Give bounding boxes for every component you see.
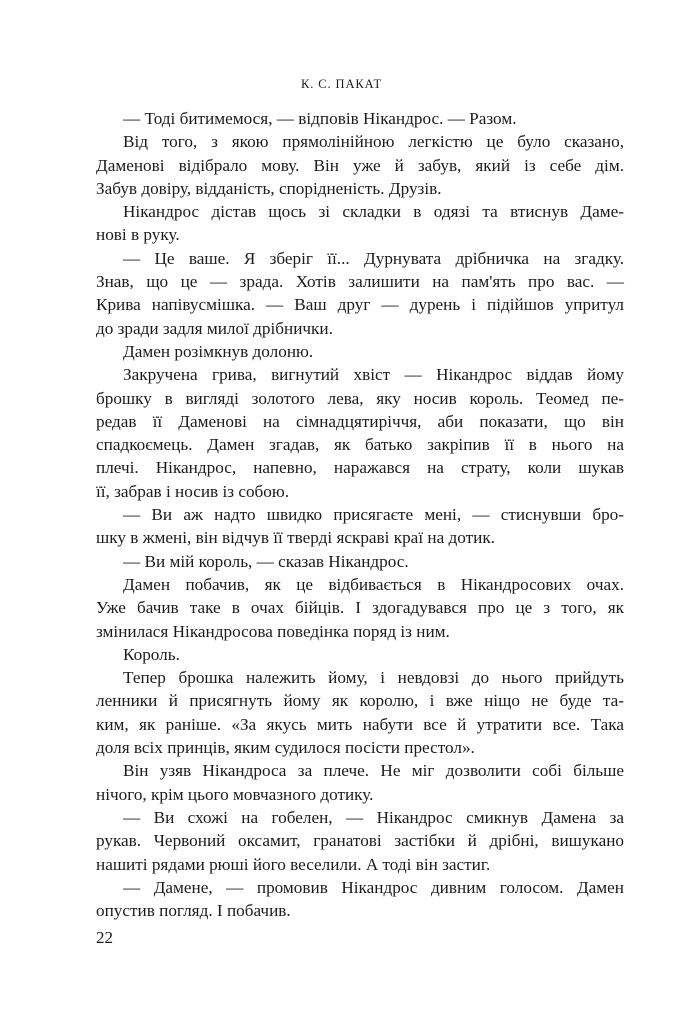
text-line: Він узяв Нікандроса за плече. Не міг дозволити собі більше xyxy=(123,761,624,781)
text-line: спадкоємець. Дамен згадав, як батько закріпив її в нього на xyxy=(96,435,624,455)
text-line: доля всіх принців, яким судилося посісти престол». xyxy=(96,738,475,758)
text-line: — Ви мій король, — сказав Нікандрос. xyxy=(123,551,409,571)
text-line: — Дамене, — промовив Нікандрос дивним голосом. Дамен xyxy=(123,877,624,897)
text-line: — Тоді битимемося, — відповів Нікандрос. — Разом. xyxy=(123,109,517,128)
text-line: ким, як раніше. «За якусь мить набути все й утратити все. Така xyxy=(96,714,624,734)
text-line: брошку в вигляді золотого лева, яку носив король. Теомед пе- xyxy=(96,388,624,408)
text-line: ленники й присягнуть йому як королю, і вже ніщо не буде та- xyxy=(96,691,624,711)
text-line: нічого, крім цього мовчазного дотику. xyxy=(96,784,374,804)
body-text xyxy=(96,107,624,922)
text-line: Нікандрос дістав щось зі складки в одязі та втиснув Даме- xyxy=(123,202,624,222)
text-line: нашиті рядами рюші його веселили. А тоді він застиг. xyxy=(96,854,491,874)
text-line: Тепер брошка належить йому, і невдовзі до нього прийдуть xyxy=(123,668,624,688)
text-line: Закручена грива, вигнутий хвіст — Нікандрос віддав йому xyxy=(123,365,624,385)
text-line: Король. xyxy=(123,644,180,664)
text-line: рукав. Червоний оксамит, гранатові застібки й дрібні, вишукано xyxy=(96,831,624,851)
text-line: змінилася Нікандросова поведінка поряд із ним. xyxy=(96,621,450,641)
text-line: опустив погляд. І побачив. xyxy=(96,901,291,921)
text-line: Крива напівусмішка. — Ваш друг — дурень і підійшов упритул xyxy=(96,295,624,315)
text-line: — Ви схожі на гобелен, — Нікандрос смикнув Дамена за xyxy=(123,807,624,827)
text-line: Даменові відібрало мову. Він уже й забув, який із себе дім. xyxy=(96,155,624,175)
text-line: нові в руку. xyxy=(96,225,180,245)
text-line: редав її Даменові на сімнадцятиріччя, аби показати, що він xyxy=(96,411,624,431)
running-head: К. С. ПАКАТ xyxy=(300,77,383,91)
text-line: Уже бачив таке в очах бійців. І здогадувався про це з того, як xyxy=(96,598,624,618)
text-line: Від того, з якою прямолінійною легкістю це було сказано, xyxy=(123,132,624,152)
text-line: до зради задля милої дрібнички. xyxy=(96,318,333,338)
page-number: 22 xyxy=(96,928,113,947)
text-line: плечі. Нікандрос, напевно, наражався на страту, коли шукав xyxy=(96,458,624,478)
text-line: шку в жмені, він відчув її тверді яскраві краї на дотик. xyxy=(96,528,495,548)
text-line: її, забрав і носив із собою. xyxy=(96,481,290,501)
text-line: Дамен розімкнув долоню. xyxy=(123,341,314,361)
text-line: — Це ваше. Я зберіг її... Дурнувата дрібничка на згадку. xyxy=(123,248,624,268)
text-line: Забув довіру, відданість, спорідненість. Друзів. xyxy=(96,178,442,198)
text-line: — Ви аж надто швидко присягаєте мені, — стиснувши бро- xyxy=(123,505,624,525)
text-line: Дамен побачив, як це відбивається в Нікандросових очах. xyxy=(123,574,624,594)
text-line: Знав, що це — зрада. Хотів залишити на пам'ять про вас. — xyxy=(96,272,624,292)
